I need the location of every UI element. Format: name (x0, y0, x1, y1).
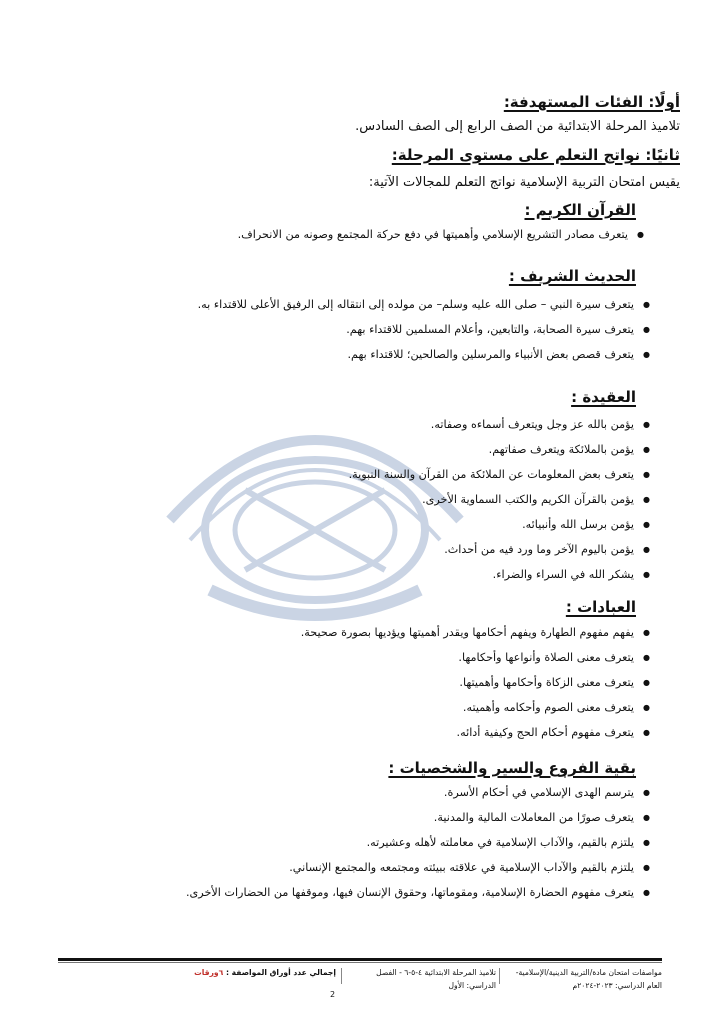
list-item: ● يلتزم بالقيم والآداب الإسلامية في علاقته ببيئته ومجتمعه والمجتمع الإنساني. (186, 855, 650, 880)
footer-year: العام الدراسي: ٢٠٢٣-٢٠٢٤م (572, 981, 662, 990)
section-two-heading: ثانيًا: نواتج التعلم على مستوى المرحلة: (391, 146, 680, 164)
list-item: ● يؤمن بالقرآن الكريم والكتب السماوية الأخرى. (349, 487, 650, 512)
list-item: ● يتعرف صورًا من المعاملات المالية والمدنية. (186, 805, 650, 830)
hadith-list (198, 292, 650, 367)
footer-grade: تلاميذ المرحلة الابتدائية ٤-٥-٦ - الفصل الدراسي: الأول (376, 968, 496, 990)
list-item: ● يتعرف مفهوم الحضارة الإسلامية، ومقوماتها، وحقوق الإنسان فيها، وموقفها من الحضارات الأخرى. (186, 880, 650, 905)
list-item: ● يتعرف سيرة الصحابة، والتابعين، وأعلام المسلمين للاقتداء بهم. (198, 317, 650, 342)
list-item: ● يلتزم بالقيم، والآداب الإسلامية في معاملته لأهله وعشيرته. (186, 830, 650, 855)
branches-title: بقية الفروع والسير والشخصيات : (388, 759, 636, 777)
branches-list (186, 780, 650, 905)
list-item: ● يؤمن باليوم الآخر وما ورد فيه من أحداث. (349, 537, 650, 562)
list-item: ● يؤمن برسل الله وأنبيائه. (349, 512, 650, 537)
list-item: ● يتعرف قصص بعض الأنبياء والمرسلين والصالحين؛ للاقتداء بهم. (198, 342, 650, 367)
target-groups-text: تلاميذ المرحلة الابتدائية من الصف الرابع إلى الصف السادس. (355, 119, 680, 134)
footer-total (186, 966, 336, 1002)
hadith-title: الحديث الشريف : (508, 267, 636, 285)
footer-total-value: ٦ورقات (194, 968, 224, 977)
aqeedah-title: العقيدة : (571, 388, 636, 406)
list-item: ● يتعرف مفهوم أحكام الحج وكيفية أدائه. (301, 720, 650, 745)
footer-rule-thin (58, 962, 662, 963)
footer-spec (504, 966, 662, 1002)
footer-total-label: إجمالي عدد أوراق المواصفة : (225, 968, 336, 977)
list-item: ● يؤمن بالله عز وجل ويتعرف أسماءه وصفاته. (349, 412, 650, 437)
list-item: ● يترسم الهدى الإسلامي في أحكام الأسرة. (186, 780, 650, 805)
list-item: ● يفهم مفهوم الطهارة ويفهم أحكامها ويقدر أهميتها ويؤديها بصورة صحيحة. (301, 620, 650, 645)
page-footer (58, 966, 662, 1002)
list-item: ● يتعرف سيرة النبي – صلى الله عليه وسلم– من مولده إلى انتقاله إلى الرفيق الأعلى للاقتداء به. (198, 292, 650, 317)
ibadat-list (301, 620, 650, 745)
aqeedah-list (349, 412, 650, 587)
list-item: ● يتعرف بعض المعلومات عن الملائكة من القرآن والسنة النبوية. (349, 462, 650, 487)
list-item: ● يتعرف معنى الصوم وأحكامه وأهميته. (301, 695, 650, 720)
footer-spec-title: مواصفات امتحان مادة/التربية الدينية/الإسلامية- (515, 968, 662, 977)
list-item: ● يتعرف معنى الزكاة وأحكامها وأهميتها. (301, 670, 650, 695)
footer-divider (499, 968, 500, 984)
ibadat-title: العبادات : (565, 598, 636, 616)
list-item: ● يؤمن بالملائكة ويتعرف صفاتهم. (349, 437, 650, 462)
list-item: ● يتعرف مصادر التشريع الإسلامي وأهميتها في دفع حركة المجتمع وصونه من الانحراف. (238, 222, 644, 247)
learning-outcomes-intro: يقيس امتحان التربية الإسلامية نواتج التعلم للمجالات الآتية: (368, 175, 680, 190)
page-number: 2 (330, 990, 336, 999)
list-item: ● يشكر الله في السراء والضراء. (349, 562, 650, 587)
quran-title: القرآن الكريم : (524, 201, 636, 219)
footer-divider (341, 968, 342, 984)
section-one-heading: أولًا: الفئات المستهدفة: (503, 93, 680, 111)
footer-rule (58, 958, 662, 961)
list-item: ● يتعرف معنى الصلاة وأنواعها وأحكامها. (301, 645, 650, 670)
quran-list (238, 222, 644, 247)
